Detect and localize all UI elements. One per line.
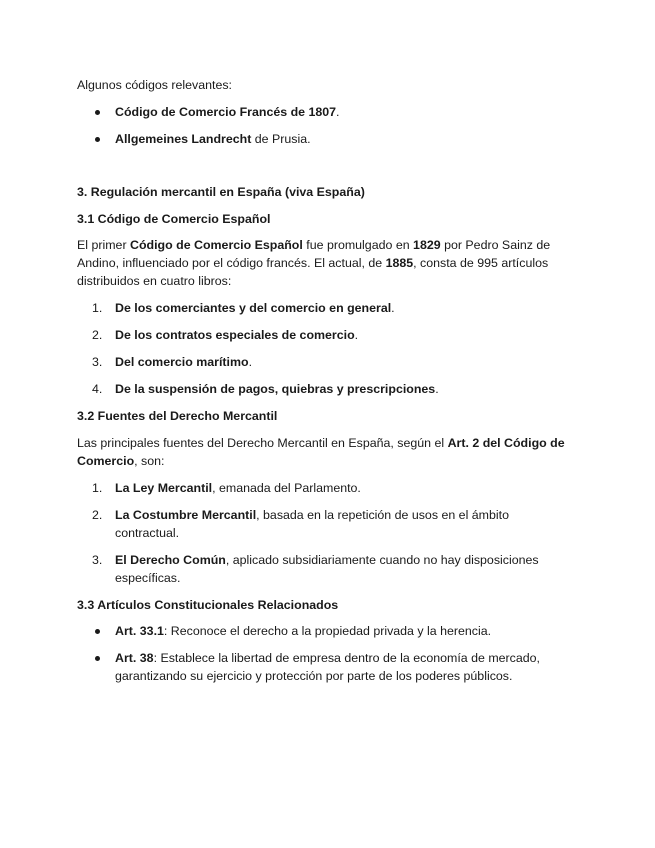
document-page: Algunos códigos relevantes: Código de Comercio Francés de 1807. Allgemeines Landrecht de Prusia. 3. Regulación mercantil en España (viva España) 3.1 Código de Comercio Español El primer Código de Comercio Español fue promulgado en 1829 por Pedro Sainz de Andino, influenciado por el código francés. El actual, de 1885, consta de 995 artículos distribuidos en cuatro libros: 1. De los comerciantes y del comercio en general. 2. De los contratos especiales de comercio. 3. Del comercio marítimo. 4. De la suspensión de pagos, quiebras y prescripciones. 3.2 Fuentes del Derecho Mercantil Las principales fuentes del Derecho Mercantil en España, según el Art. 2 del Código de Comercio, son: 1. La Ley Mercantil, emanada del Parlamento. 2. La Costumbre Mercantil, basada en la repetición de usos en el ámbito contractual. 3. El Derecho Común, aplicado subsidiariamente cuando no hay disposiciones específicas. 3.3 Artículos Constitucionales Relacionados Art. 33.1: Reconoce el derecho a la propiedad privada y la herencia. Art. 38: Establece la libertad de empresa dentro de la economía de mercado, garantizando su ejercicio y protección por parte de los poderes públicos.: [0, 0, 655, 848]
paragraph: El primer Código de Comercio Español fue promulgado en 1829 por Pedro Sainz de Andino, influenciado por el código francés. El actual, de 1885, consta de 995 artículos distribuidos en cuatro libros:: [77, 238, 551, 288]
bullet-icon: [95, 137, 100, 142]
subsection-heading: 3.2 Fuentes del Derecho Mercantil: [77, 409, 278, 423]
bullet-icon: [95, 629, 100, 634]
section-heading: 3. Regulación mercantil en España (viva España): [77, 185, 365, 199]
code-title: Código de Comercio Francés de 1807: [115, 105, 337, 119]
subsection-heading: 3.3 Artículos Constitucionales Relacionados: [77, 598, 339, 612]
code-title: Allgemeines Landrecht: [115, 132, 252, 146]
paragraph: Las principales fuentes del Derecho Mercantil en España, según el Art. 2 del Código de Comercio, son:: [77, 436, 565, 468]
bullet-icon: [95, 656, 100, 661]
subsection-heading: 3.1 Código de Comercio Español: [77, 212, 271, 226]
intro-text: Algunos códigos relevantes:: [77, 78, 232, 92]
bullet-icon: [95, 110, 100, 115]
